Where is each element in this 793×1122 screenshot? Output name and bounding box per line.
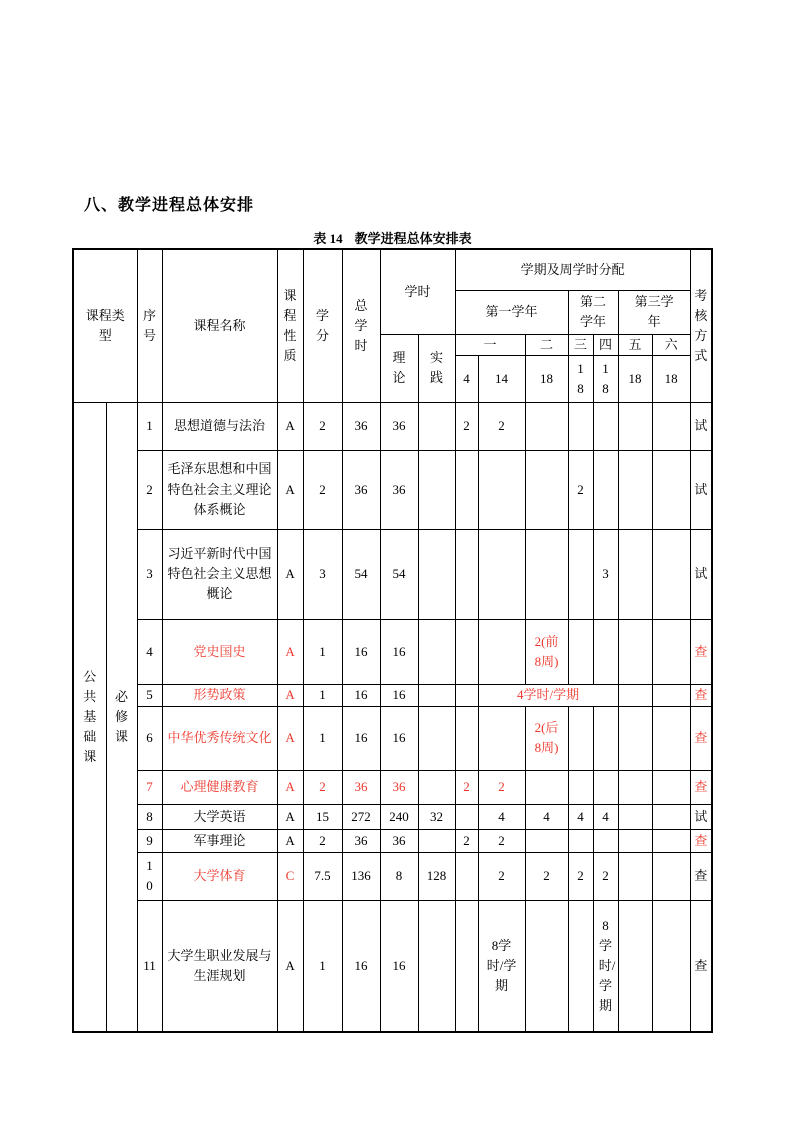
cell-sem4 <box>593 770 618 804</box>
cell-seq: 3 <box>137 529 162 619</box>
cell-sem3 <box>568 900 593 1032</box>
cell-sem3: 2 <box>568 450 593 529</box>
cell-course-name: 毛泽东思想和中国特色社会主义理论体系概论 <box>162 450 277 529</box>
cell-sem4: 4 <box>593 804 618 829</box>
header-practice: 实践 <box>418 334 455 402</box>
cell-practice-hours <box>418 770 455 804</box>
cell-credits: 2 <box>303 829 342 852</box>
cell-practice-hours <box>418 900 455 1032</box>
header-weeks-1a: 4 <box>455 355 478 402</box>
cell-nature: A <box>277 450 303 529</box>
header-row-1 <box>73 249 712 290</box>
cell-sem4 <box>593 829 618 852</box>
cell-sem3: 4 <box>568 804 593 829</box>
cell-sem6 <box>652 619 690 684</box>
table-row <box>73 684 712 706</box>
table-row <box>73 900 712 1032</box>
course-subcategory: 必修课 <box>106 402 137 1032</box>
cell-sem2: 4 <box>525 804 568 829</box>
cell-course-name: 心理健康教育 <box>162 770 277 804</box>
cell-course-name: 形势政策 <box>162 684 277 706</box>
cell-assessment: 查 <box>690 619 712 684</box>
cell-sem5 <box>618 852 652 900</box>
cell-sem6 <box>652 804 690 829</box>
cell-practice-hours <box>418 706 455 770</box>
cell-assessment: 查 <box>690 706 712 770</box>
header-year2: 第二学年 <box>568 290 618 334</box>
table-row <box>73 402 712 450</box>
cell-sem1a <box>455 450 478 529</box>
cell-sem5 <box>618 829 652 852</box>
cell-credits: 2 <box>303 450 342 529</box>
cell-sem6 <box>652 684 690 706</box>
cell-course-name: 中华优秀传统文化 <box>162 706 277 770</box>
cell-sem1a <box>455 852 478 900</box>
table-row <box>73 804 712 829</box>
cell-seq: 1 <box>137 402 162 450</box>
cell-credits: 1 <box>303 684 342 706</box>
cell-sem2: 2 <box>525 852 568 900</box>
cell-theory-hours: 36 <box>380 770 418 804</box>
cell-sem2 <box>525 402 568 450</box>
header-course-nature: 课程性质 <box>277 249 303 402</box>
cell-total-hours: 136 <box>342 852 380 900</box>
cell-sem5 <box>618 684 652 706</box>
header-weeks-6: 18 <box>652 355 690 402</box>
header-sem2: 二 <box>525 334 568 355</box>
cell-credits: 15 <box>303 804 342 829</box>
cell-sem5 <box>618 900 652 1032</box>
cell-course-name: 习近平新时代中国特色社会主义思想概论 <box>162 529 277 619</box>
cell-sem2 <box>525 450 568 529</box>
cell-sem3 <box>568 402 593 450</box>
cell-practice-hours: 128 <box>418 852 455 900</box>
header-year3: 第三学年 <box>618 290 690 334</box>
course-category: 公共基础课 <box>73 402 106 1032</box>
cell-course-name: 大学英语 <box>162 804 277 829</box>
cell-total-hours: 36 <box>342 450 380 529</box>
section-heading: 八、教学进程总体安排 <box>84 197 255 214</box>
cell-sem5 <box>618 804 652 829</box>
header-assessment: 考核方式 <box>690 249 712 402</box>
cell-sem1a <box>455 684 478 706</box>
cell-sem2 <box>525 829 568 852</box>
cell-assessment: 查 <box>690 852 712 900</box>
cell-sem1b: 2 <box>478 829 525 852</box>
cell-seq: 5 <box>137 684 162 706</box>
cell-assessment: 试 <box>690 804 712 829</box>
cell-seq: 7 <box>137 770 162 804</box>
cell-sem4: 2 <box>593 852 618 900</box>
header-course-type: 课程类型 <box>73 249 137 402</box>
cell-credits: 7.5 <box>303 852 342 900</box>
cell-total-hours: 16 <box>342 706 380 770</box>
cell-seq: 10 <box>137 852 162 900</box>
cell-practice-hours <box>418 684 455 706</box>
header-weeks-3: 18 <box>568 355 593 402</box>
cell-assessment: 试 <box>690 529 712 619</box>
cell-sem5 <box>618 450 652 529</box>
cell-sem1b <box>478 706 525 770</box>
cell-sem1b <box>478 529 525 619</box>
cell-sem1b: 8学时/学期 <box>478 900 525 1032</box>
cell-sem1b: 2 <box>478 852 525 900</box>
cell-nature: A <box>277 529 303 619</box>
cell-seq: 8 <box>137 804 162 829</box>
header-seq-no: 序号 <box>137 249 162 402</box>
table-row <box>73 706 712 770</box>
table-caption-title: 教学进程总体安排表 <box>354 231 472 246</box>
header-sem3: 三 <box>568 334 593 355</box>
cell-practice-hours <box>418 829 455 852</box>
cell-total-hours: 16 <box>342 684 380 706</box>
cell-nature: A <box>277 770 303 804</box>
cell-sem6 <box>652 450 690 529</box>
cell-sem1b: 2 <box>478 770 525 804</box>
teaching-schedule-table <box>72 248 713 1033</box>
header-total-hours: 总学时 <box>342 249 380 402</box>
cell-seq: 2 <box>137 450 162 529</box>
cell-sem3 <box>568 529 593 619</box>
cell-theory-hours: 36 <box>380 829 418 852</box>
table-row <box>73 770 712 804</box>
cell-practice-hours: 32 <box>418 804 455 829</box>
cell-sem3 <box>568 706 593 770</box>
cell-sem6 <box>652 529 690 619</box>
cell-practice-hours <box>418 619 455 684</box>
cell-theory-hours: 8 <box>380 852 418 900</box>
cell-total-hours: 36 <box>342 402 380 450</box>
cell-credits: 2 <box>303 770 342 804</box>
table-row <box>73 529 712 619</box>
cell-theory-hours: 16 <box>380 619 418 684</box>
cell-theory-hours: 54 <box>380 529 418 619</box>
cell-theory-hours: 36 <box>380 450 418 529</box>
cell-course-name: 大学体育 <box>162 852 277 900</box>
header-hours: 学时 <box>380 249 455 334</box>
cell-sem1a: 2 <box>455 829 478 852</box>
header-sem6: 六 <box>652 334 690 355</box>
header-sem5: 五 <box>618 334 652 355</box>
header-theory: 理论 <box>380 334 418 402</box>
cell-sem2 <box>525 529 568 619</box>
cell-sem1a <box>455 529 478 619</box>
cell-sem4 <box>593 450 618 529</box>
cell-sem1b <box>478 450 525 529</box>
cell-sem4: 3 <box>593 529 618 619</box>
cell-course-name: 大学生职业发展与生涯规划 <box>162 900 277 1032</box>
cell-nature: A <box>277 684 303 706</box>
cell-nature: A <box>277 829 303 852</box>
cell-sem6 <box>652 770 690 804</box>
header-sem1: 一 <box>455 334 525 355</box>
cell-course-name: 军事理论 <box>162 829 277 852</box>
cell-sem1a: 2 <box>455 770 478 804</box>
cell-nature: A <box>277 900 303 1032</box>
cell-sem3 <box>568 619 593 684</box>
cell-sem6 <box>652 852 690 900</box>
cell-sem5 <box>618 402 652 450</box>
cell-sem5 <box>618 706 652 770</box>
cell-sem1a <box>455 706 478 770</box>
cell-sem1b: 4 <box>478 804 525 829</box>
cell-sem1b <box>478 619 525 684</box>
cell-sem1b: 2 <box>478 402 525 450</box>
cell-sem2 <box>525 770 568 804</box>
cell-sem4: 8学时/学期 <box>593 900 618 1032</box>
cell-sem3 <box>568 829 593 852</box>
cell-nature: A <box>277 804 303 829</box>
table-row <box>73 450 712 529</box>
cell-sem6 <box>652 706 690 770</box>
cell-sem2: 2(后8周) <box>525 706 568 770</box>
header-year1: 第一学年 <box>455 290 568 334</box>
cell-nature: A <box>277 619 303 684</box>
cell-sem5 <box>618 529 652 619</box>
cell-sem1a: 2 <box>455 402 478 450</box>
cell-sem6 <box>652 402 690 450</box>
header-semester-allocation: 学期及周学时分配 <box>455 249 690 290</box>
cell-seq: 9 <box>137 829 162 852</box>
table-row <box>73 829 712 852</box>
cell-sem5 <box>618 619 652 684</box>
header-credits: 学分 <box>303 249 342 402</box>
cell-course-name: 思想道德与法治 <box>162 402 277 450</box>
cell-sem2: 2(前8周) <box>525 619 568 684</box>
cell-sem1a <box>455 900 478 1032</box>
cell-sem1a <box>455 619 478 684</box>
cell-sem2 <box>525 900 568 1032</box>
header-weeks-1b: 14 <box>478 355 525 402</box>
cell-credits: 2 <box>303 402 342 450</box>
cell-assessment: 试 <box>690 450 712 529</box>
cell-course-name: 党史国史 <box>162 619 277 684</box>
cell-sem3 <box>568 770 593 804</box>
cell-seq: 4 <box>137 619 162 684</box>
cell-theory-hours: 36 <box>380 402 418 450</box>
cell-assessment: 试 <box>690 402 712 450</box>
header-sem4: 四 <box>593 334 618 355</box>
table-row <box>73 852 712 900</box>
cell-total-hours: 272 <box>342 804 380 829</box>
cell-sem6 <box>652 900 690 1032</box>
cell-sem3: 2 <box>568 852 593 900</box>
cell-sem6 <box>652 829 690 852</box>
header-course-name: 课程名称 <box>162 249 277 402</box>
cell-sem1a <box>455 804 478 829</box>
cell-seq: 11 <box>137 900 162 1032</box>
cell-sem4 <box>593 619 618 684</box>
cell-credits: 3 <box>303 529 342 619</box>
cell-total-hours: 16 <box>342 619 380 684</box>
header-weeks-4: 18 <box>593 355 618 402</box>
table-row <box>73 619 712 684</box>
cell-assessment: 查 <box>690 829 712 852</box>
cell-practice-hours <box>418 402 455 450</box>
cell-theory-hours: 16 <box>380 706 418 770</box>
cell-assessment: 查 <box>690 770 712 804</box>
table-caption <box>72 228 713 247</box>
cell-practice-hours <box>418 450 455 529</box>
cell-sem1b-to-sem4-merged: 4学时/学期 <box>478 684 618 706</box>
cell-theory-hours: 16 <box>380 684 418 706</box>
cell-credits: 1 <box>303 619 342 684</box>
cell-credits: 1 <box>303 706 342 770</box>
header-weeks-2: 18 <box>525 355 568 402</box>
table-caption-number: 表 14 <box>313 231 343 246</box>
cell-total-hours: 54 <box>342 529 380 619</box>
cell-nature: C <box>277 852 303 900</box>
cell-theory-hours: 16 <box>380 900 418 1032</box>
cell-theory-hours: 240 <box>380 804 418 829</box>
cell-sem4 <box>593 402 618 450</box>
cell-assessment: 查 <box>690 684 712 706</box>
cell-sem4 <box>593 706 618 770</box>
cell-nature: A <box>277 402 303 450</box>
cell-practice-hours <box>418 529 455 619</box>
cell-seq: 6 <box>137 706 162 770</box>
header-weeks-5: 18 <box>618 355 652 402</box>
cell-credits: 1 <box>303 900 342 1032</box>
cell-assessment: 查 <box>690 900 712 1032</box>
cell-sem5 <box>618 770 652 804</box>
cell-total-hours: 36 <box>342 770 380 804</box>
cell-total-hours: 36 <box>342 829 380 852</box>
cell-nature: A <box>277 706 303 770</box>
cell-total-hours: 16 <box>342 900 380 1032</box>
